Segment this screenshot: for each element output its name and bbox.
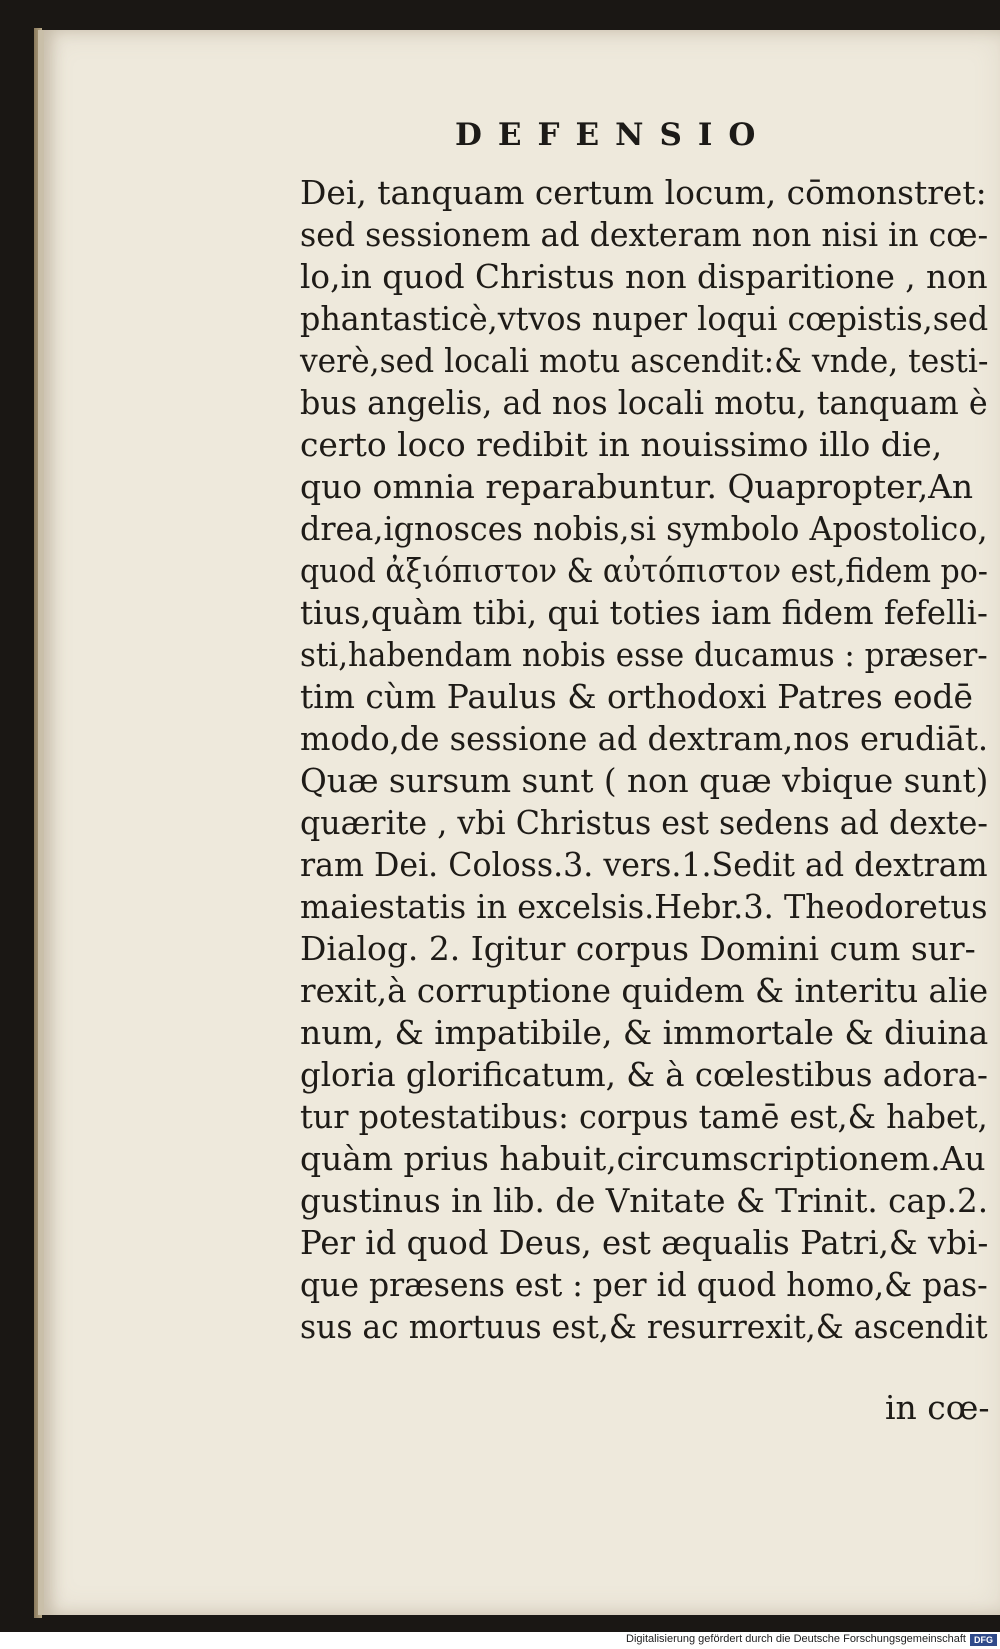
text-line: quod ἀξιόπιστον & αὐτόπιστον est,fidem po- [300, 551, 988, 590]
text-line: rexit,à corruptione quidem & interitu alie [300, 971, 989, 1010]
running-header: DEFENSIO [455, 117, 772, 153]
text-line: sti,habendam nobis esse ducamus : præser- [300, 635, 988, 674]
text-line: Dei, tanquam certum locum, cōmonstret: [300, 173, 987, 212]
text-line: ram Dei. Coloss.3. vers.1.Sedit ad dextram [300, 845, 988, 884]
text-line: Per id quod Deus, est æqualis Patri,& vbi- [300, 1223, 989, 1262]
text-line: tim cùm Paulus & orthodoxi Patres eodē [300, 677, 974, 716]
catchword: in cœ- [885, 1388, 990, 1427]
text-line: maiestatis in excelsis.Hebr.3. Theodoretus [300, 887, 988, 926]
text-line: modo,de sessione ad dextram,nos erudiāt. [300, 719, 989, 758]
text-line: sed sessionem ad dexteram non nisi in cœ- [300, 215, 989, 254]
text-line: quærite , vbi Christus est sedens ad dexte- [300, 803, 989, 842]
text-line: quàm prius habuit,circumscriptionem.Au [300, 1139, 986, 1178]
dfg-logo: DFG [970, 1634, 997, 1646]
text-line: bus angelis, ad nos locali motu, tanquam è [300, 383, 988, 422]
text-line: certo loco redibit in nouissimo illo die, [300, 425, 943, 464]
text-line: verè,sed locali motu ascendit:& vnde, testi- [300, 341, 989, 380]
text-line: Dialog. 2. Igitur corpus Domini cum sur- [300, 929, 976, 968]
text-line: Quæ sursum sunt ( non quæ vbique sunt) [300, 761, 989, 800]
text-line: que præsens est : per id quod homo,& pas- [300, 1265, 988, 1304]
text-line: sus ac mortuus est,& resurrexit,& ascendit [300, 1307, 988, 1346]
text-line: num, & impatibile, & immortale & diuina [300, 1013, 989, 1052]
body-text [300, 172, 990, 1348]
text-line: tius,quàm tibi, qui toties iam fidem fefelli- [300, 593, 988, 632]
text-line: lo,in quod Christus non disparitione , non [300, 257, 988, 296]
text-line: phantasticè,vtvos nuper loqui cœpistis,sed [300, 299, 989, 338]
footer-credit: Digitalisierung gefördert durch die Deutsche Forschungsgemeinschaft [626, 1633, 966, 1645]
text-line: gustinus in lib. de Vnitate & Trinit. cap.2. [300, 1181, 989, 1220]
text-line: quo omnia reparabuntur. Quapropter,An [300, 467, 974, 506]
text-line: drea,ignosces nobis,si symbolo Apostolico, [300, 509, 988, 548]
text-line: gloria glorificatum, & à cœlestibus adora- [300, 1055, 988, 1094]
text-line: tur potestatibus: corpus tamē est,& habet, [300, 1097, 988, 1136]
